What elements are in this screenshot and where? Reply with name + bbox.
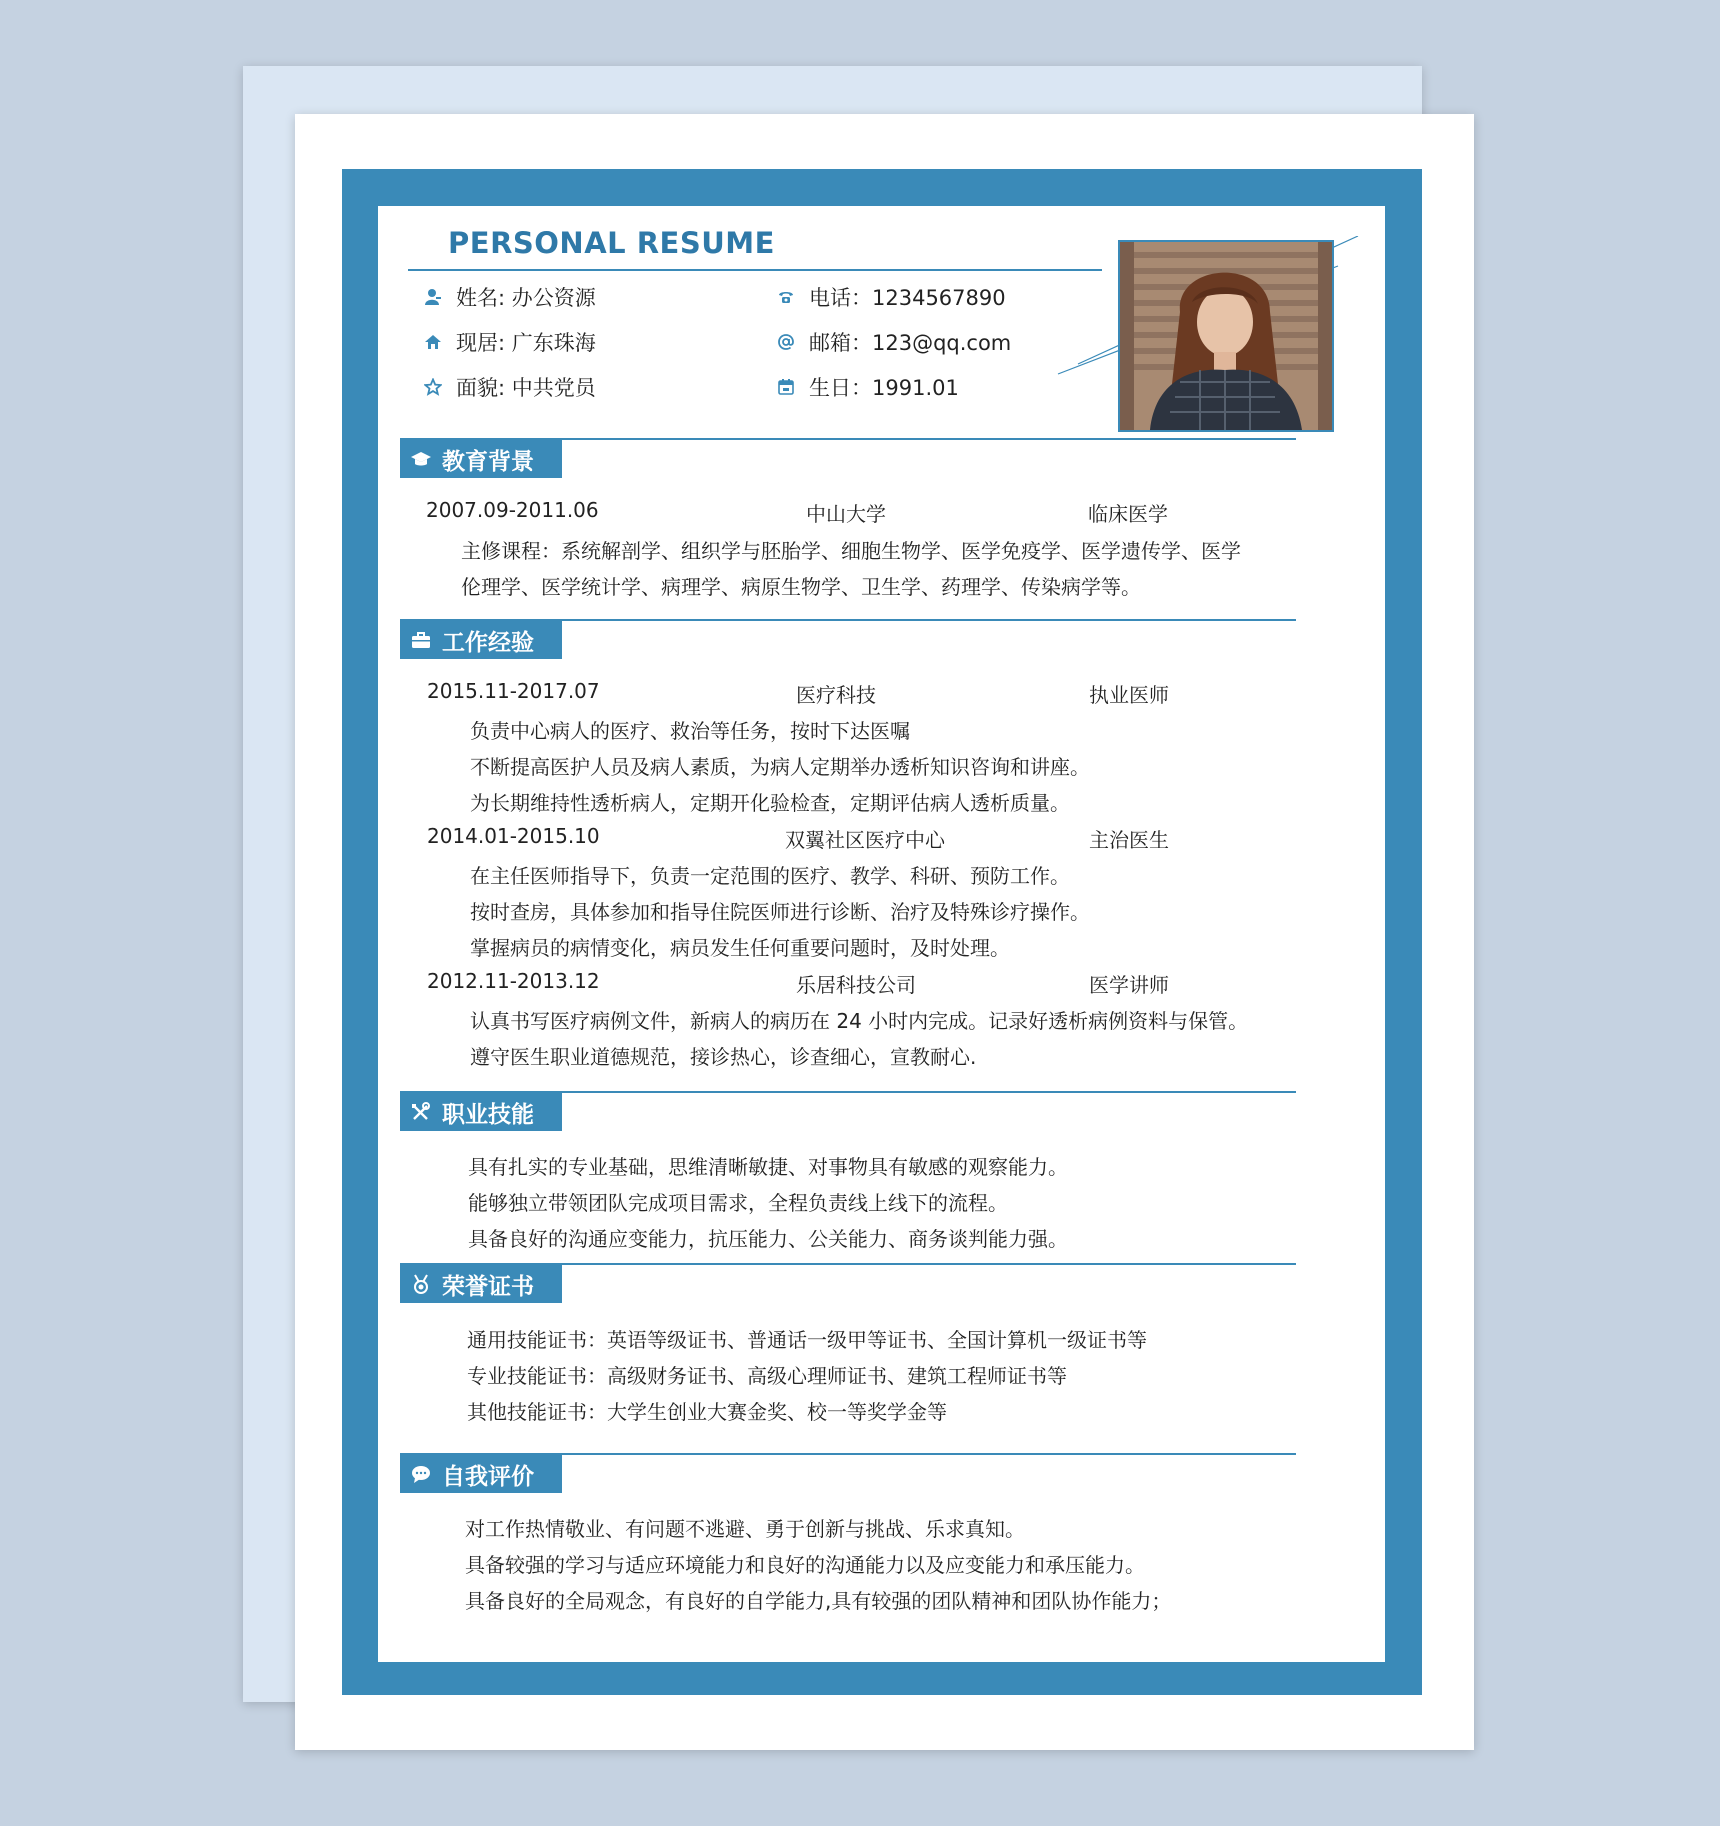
title-underline — [408, 269, 1102, 271]
education-courses-line1: 主修课程：系统解剖学、组织学与胚胎学、细胞生物学、医学免疫学、医学遗传学、医学 — [461, 539, 1241, 563]
home-icon — [424, 333, 442, 351]
portrait-image — [1120, 242, 1332, 430]
education-school: 中山大学 — [806, 502, 886, 526]
honor-line-1: 通用技能证书：英语等级证书、普通话一级甲等证书、全国计算机一级证书等 — [467, 1328, 1147, 1352]
job-3-line-1: 认真书写医疗病例文件，新病人的病历在 24 小时内完成。记录好透析病例资料与保管。 — [470, 1009, 1249, 1033]
at-icon — [777, 333, 795, 351]
education-major: 临床医学 — [1088, 502, 1168, 526]
info-email — [777, 327, 1011, 357]
education-section-header — [400, 440, 562, 478]
education-courses-line2: 伦理学、医学统计学、病理学、病原生物学、卫生学、药理学、传染病学等。 — [461, 575, 1141, 599]
skill-line-3: 具备良好的沟通应变能力，抗压能力、公关能力、商务谈判能力强。 — [468, 1227, 1068, 1251]
job-2-org: 双翼社区医疗中心 — [785, 828, 945, 852]
profile-photo — [1118, 240, 1334, 432]
phone-icon — [777, 288, 795, 306]
info-phone-text: 电话：1234567890 — [809, 286, 1006, 310]
work-title: 工作经验 — [442, 629, 534, 656]
honors-title: 荣誉证书 — [442, 1273, 534, 1300]
job-2-line-3: 掌握病员的病情变化，病员发生任何重要问题时，及时处理。 — [470, 936, 1010, 960]
user-icon — [424, 288, 442, 306]
job-2-role: 主治医生 — [1089, 828, 1169, 852]
info-political-text: 面貌: 中共党员 — [456, 376, 596, 400]
honor-line-2: 专业技能证书：高级财务证书、高级心理师证书、建筑工程师证书等 — [467, 1364, 1067, 1388]
job-2-period: 2014.01-2015.10 — [427, 824, 600, 848]
work-section-header — [400, 621, 562, 659]
self-eval-line-3: 具备良好的全局观念，有良好的自学能力,具有较强的团队精神和团队协作能力； — [465, 1589, 1172, 1613]
briefcase-icon — [410, 630, 432, 650]
info-birthday — [777, 372, 959, 402]
job-1-period: 2015.11-2017.07 — [427, 679, 600, 703]
honor-line-3: 其他技能证书：大学生创业大赛金奖、校一等奖学金等 — [467, 1400, 947, 1424]
job-3-role: 医学讲师 — [1089, 973, 1169, 997]
info-name — [424, 282, 596, 312]
info-name-text: 姓名: 办公资源 — [456, 286, 596, 310]
skill-line-1: 具有扎实的专业基础，思维清晰敏捷、对事物具有敏感的观察能力。 — [468, 1155, 1068, 1179]
star-icon — [424, 378, 442, 396]
skills-title: 职业技能 — [442, 1101, 534, 1128]
chat-bubble-icon — [410, 1464, 432, 1484]
job-3-org: 乐居科技公司 — [796, 973, 916, 997]
page-title: PERSONAL RESUME — [448, 226, 775, 260]
info-email-text: 邮箱：123@qq.com — [809, 331, 1012, 355]
calendar-icon — [777, 378, 795, 396]
job-3-line-2: 遵守医生职业道德规范，接诊热心，诊查细心，宣教耐心. — [470, 1045, 977, 1069]
job-2-line-1: 在主任医师指导下，负责一定范围的医疗、教学、科研、预防工作。 — [470, 864, 1070, 888]
education-title: 教育背景 — [442, 448, 534, 475]
info-phone — [777, 282, 1006, 312]
graduation-cap-icon — [410, 449, 432, 469]
tools-icon — [410, 1102, 432, 1122]
medal-icon — [410, 1273, 432, 1295]
education-period: 2007.09-2011.06 — [426, 498, 599, 522]
info-political — [424, 372, 596, 402]
info-birthday-text: 生日：1991.01 — [809, 376, 959, 400]
job-2-line-2: 按时查房，具体参加和指导住院医师进行诊断、治疗及特殊诊疗操作。 — [470, 900, 1090, 924]
job-1-role: 执业医师 — [1089, 683, 1169, 707]
resume-page — [378, 206, 1385, 1662]
job-1-line-2: 不断提高医护人员及病人素质，为病人定期举办透析知识咨询和讲座。 — [470, 755, 1090, 779]
info-residence — [424, 327, 596, 357]
job-1-line-1: 负责中心病人的医疗、救治等任务，按时下达医嘱 — [470, 719, 910, 743]
honors-section-header — [400, 1265, 562, 1303]
skills-section-header — [400, 1093, 562, 1131]
info-residence-text: 现居: 广东珠海 — [456, 331, 596, 355]
self-eval-line-1: 对工作热情敬业、有问题不逃避、勇于创新与挑战、乐求真知。 — [465, 1517, 1025, 1541]
self-eval-section-header — [400, 1455, 562, 1493]
self-eval-line-2: 具备较强的学习与适应环境能力和良好的沟通能力以及应变能力和承压能力。 — [465, 1553, 1145, 1577]
job-1-org: 医疗科技 — [796, 683, 876, 707]
self-eval-title: 自我评价 — [442, 1463, 534, 1490]
job-1-line-3: 为长期维持性透析病人，定期开化验检查，定期评估病人透析质量。 — [470, 791, 1070, 815]
job-3-period: 2012.11-2013.12 — [427, 969, 600, 993]
skill-line-2: 能够独立带领团队完成项目需求，全程负责线上线下的流程。 — [468, 1191, 1008, 1215]
